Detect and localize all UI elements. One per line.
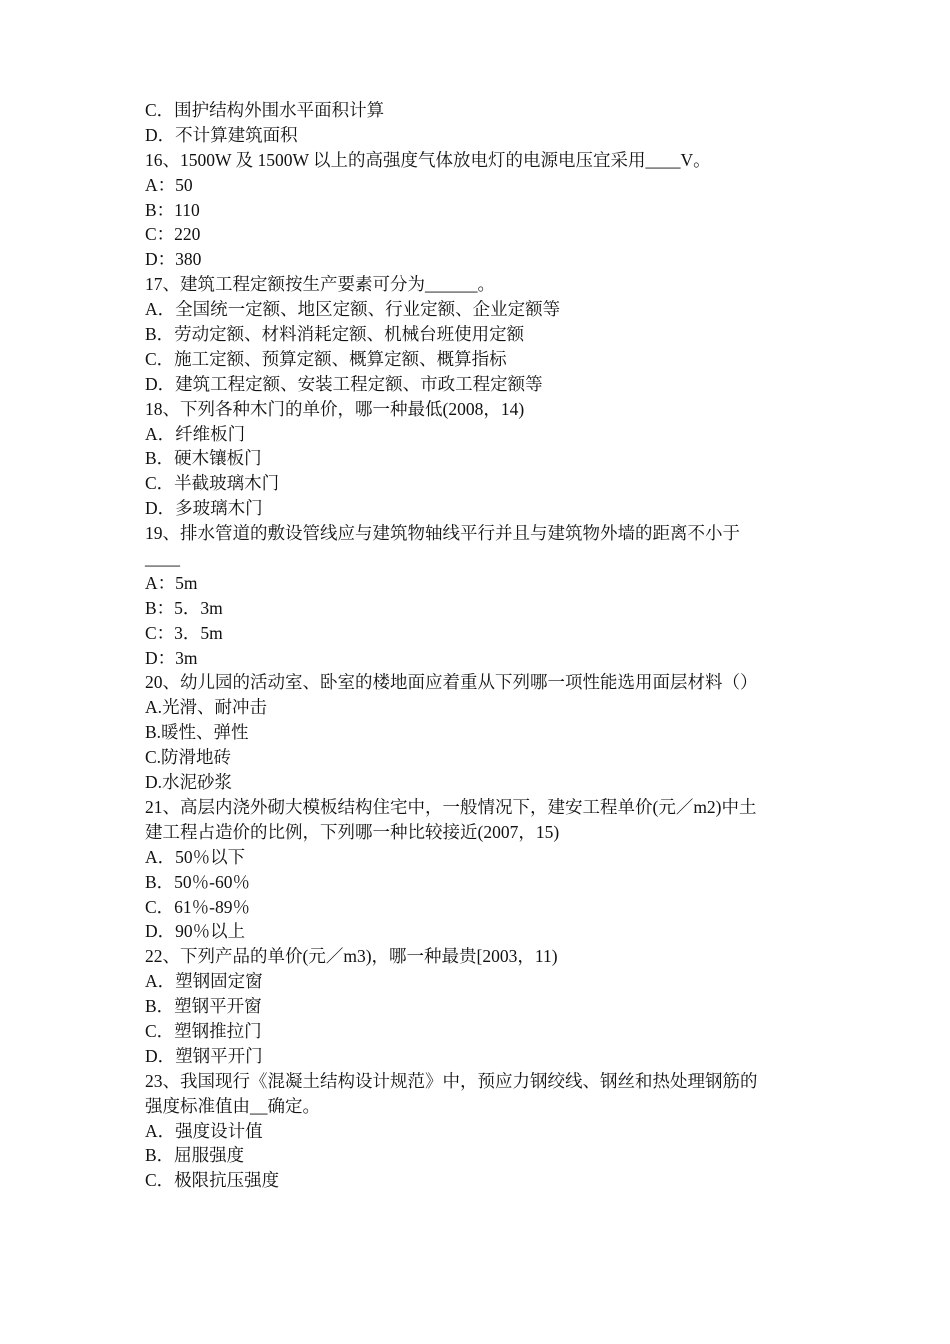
text-line: D．不计算建筑面积 [145,124,298,145]
option-line: A．强度设计值 [145,1120,263,1141]
option-line: A．塑钢固定窗 [145,971,263,992]
option-line: A．全国统一定额、地区定额、行业定额、企业定额等 [145,299,561,320]
option-line: D．建筑工程定额、安装工程定额、市政工程定额等 [145,373,543,394]
option-line: C．塑钢推拉门 [145,1020,262,1041]
question-20: 20、幼儿园的活动室、卧室的楼地面应着重从下列哪一项性能选用面层材料（） [145,672,758,693]
option-line: B．50％-60％ [145,871,250,892]
question-17: 17、建筑工程定额按生产要素可分为______。 [145,274,495,295]
option-line: B．硬木镶板门 [145,448,262,469]
option-line: C．半截玻璃木门 [145,473,280,494]
option-line: A．纤维板门 [145,423,246,444]
question-23: 23、我国现行《混凝土结构设计规范》中，预应力钢绞线、钢丝和热处理钢筋的 [145,1070,758,1091]
question-22: 22、下列产品的单价(元／m3)，哪一种最贵[2003，11) [145,946,558,967]
option-line: B.暖性、弹性 [145,722,249,743]
option-line: D.水泥砂浆 [145,772,233,793]
option-line: D．多玻璃木门 [145,498,263,519]
question-16: 16、1500W 及 1500W 以上的高强度气体放电灯的电源电压宜采用____V。 [145,149,711,170]
option-line: C．61％-89％ [145,896,250,917]
question-23-continuation: 强度标准值由__确定。 [145,1095,320,1116]
option-line: D：380 [145,249,202,270]
document-text [145,98,825,1193]
option-line: C.防滑地砖 [145,747,232,768]
option-line: D：3m [145,647,198,668]
question-19-continuation: ____ [145,548,180,569]
option-line: A．50％以下 [145,846,246,867]
option-line: C：220 [145,224,201,245]
option-line: A：5m [145,572,198,593]
text-line: C．围护结构外围水平面积计算 [145,100,385,120]
option-line: B：110 [145,199,200,220]
option-line: A.光滑、耐冲击 [145,697,268,718]
question-19: 19、排水管道的敷设管线应与建筑物轴线平行并且与建筑物外墙的距离不小于 [145,523,740,544]
option-line: D．塑钢平开门 [145,1045,263,1066]
option-line: A：50 [145,174,193,195]
option-line: B．屈服强度 [145,1145,245,1166]
question-21-continuation: 建工程占造价的比例，下列哪一种比较接近(2007，15) [145,821,560,842]
option-line: B：5．3m [145,597,223,618]
option-line: C：3．5m [145,622,223,643]
option-line: C．极限抗压强度 [145,1170,280,1191]
question-21: 21、高层内浇外砌大模板结构住宅中，一般情况下，建安工程单价(元／m2)中土 [145,796,757,817]
option-line: D．90％以上 [145,921,246,942]
option-line: C．施工定额、预算定额、概算定额、概算指标 [145,348,507,369]
option-line: B．劳动定额、材料消耗定额、机械台班使用定额 [145,324,525,345]
option-line: B．塑钢平开窗 [145,996,262,1017]
question-18: 18、下列各种木门的单价，哪一种最低(2008，14) [145,398,525,419]
